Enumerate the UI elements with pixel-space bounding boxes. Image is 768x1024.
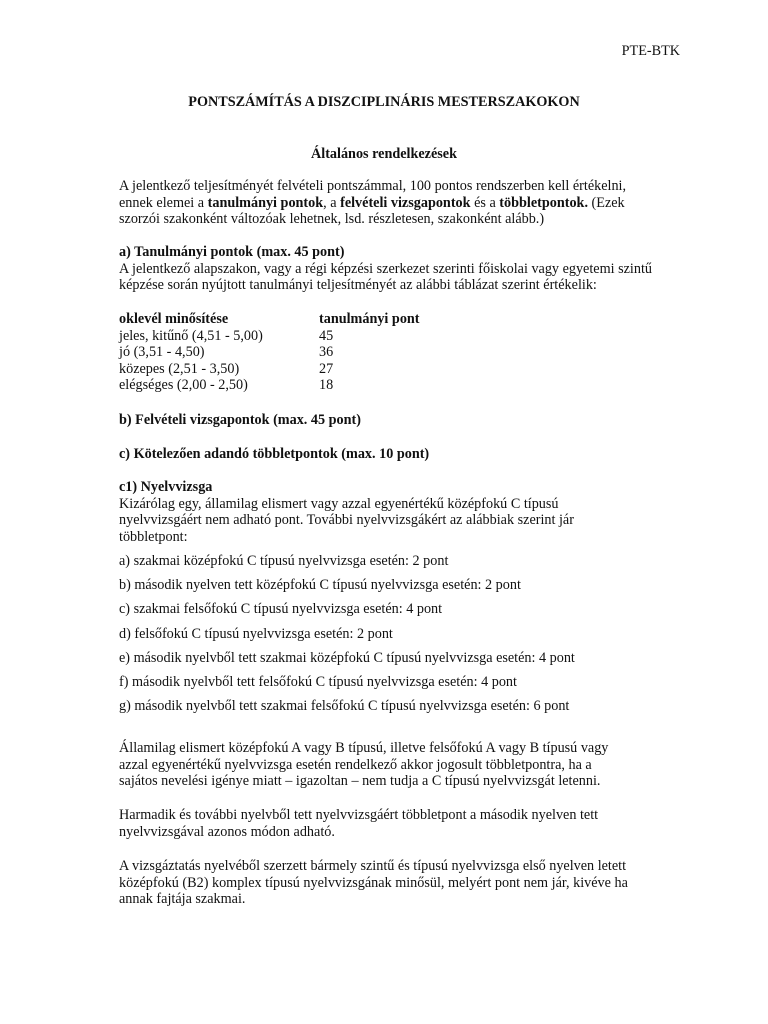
subtitle: Általános rendelkezések	[311, 146, 457, 162]
intro-text: (Ezek	[588, 194, 625, 211]
paragraph-line: A vizsgáztatás nyelvéből szerzett bármely szintű és típusú nyelvvizsga első nyelven letett	[119, 858, 627, 874]
c1-block	[119, 479, 679, 545]
section-b-heading: b) Felvételi vizsgapontok (max. 45 pont)	[119, 412, 361, 428]
table-cell: 45	[319, 327, 334, 344]
paragraph-line: azzal egyenértékű nyelvvizsga esetén rendelkező akkor jogosult többletpontra, ha a	[119, 756, 592, 773]
list-item: c) szakmai felsőfokú C típusú nyelvvizsga esetén: 4 pont	[119, 601, 443, 618]
intro-line-1: A jelentkező teljesítményét felvételi pontszámmal, 100 pontos rendszerben kell értékelni,	[119, 178, 627, 194]
paragraph-line: Államilag elismert középfokú A vagy B típusú, illetve felsőfokú A vagy B típusú vagy	[119, 740, 609, 756]
c1-intro-line: nyelvvizsgáért nem adható pont. További nyelvvizsgákért az alábbiak szerint jár	[119, 512, 574, 528]
table-header: tanulmányi pont	[319, 311, 420, 327]
c1-paragraph-3	[119, 858, 679, 908]
c1-item-list	[119, 553, 679, 722]
c1-intro-line: Kizárólag egy, államilag elismert vagy azzal egyenértékű középfokú C típusú	[119, 495, 559, 512]
term-felveteli-vizsgapontok: felvételi vizsgapontok	[340, 194, 471, 211]
section-a-line-2: képzése során nyújtott tanulmányi teljesítményét az alábbi táblázat szerint értékelik:	[119, 277, 597, 293]
table-cell: jó (3,51 - 4,50)	[119, 344, 205, 360]
table-row	[119, 328, 699, 345]
c1-paragraph-2	[119, 807, 679, 840]
list-item: f) második nyelvből tett felsőfokú C típusú nyelvvizsga esetén: 4 pont	[119, 673, 517, 690]
paragraph-line: Harmadik és további nyelvből tett nyelvvizsgáért többletpont a második nyelven tett	[119, 807, 599, 823]
section-a-line-1: A jelentkező alapszakon, vagy a régi képzési szerkezet szerinti főiskolai vagy egyetemi szintű	[119, 260, 653, 277]
header-org: PTE-BTK	[621, 43, 680, 59]
table-cell: jeles, kitűnő (4,51 - 5,00)	[119, 327, 263, 344]
term-tanulmanyi-pontok: tanulmányi pontok	[207, 194, 324, 211]
table-header: oklevél minősítése	[119, 311, 229, 327]
list-item: a) szakmai középfokú C típusú nyelvvizsga esetén: 2 pont	[119, 553, 449, 569]
term-tobbletpontok: többletpontok.	[499, 194, 588, 211]
intro-text: ennek elemei a	[119, 194, 208, 211]
section-c-heading: c) Kötelezően adandó többletpontok (max. 10 pont)	[119, 446, 430, 462]
section-a-heading: a) Tanulmányi pontok (max. 45 pont)	[119, 244, 345, 260]
paragraph-line: középfokú (B2) komplex típusú nyelvvizsgának minősül, melyért pont nem jár, kivéve ha	[119, 874, 628, 891]
list-item: e) második nyelvből tett szakmai középfokú C típusú nyelvvizsga esetén: 4 pont	[119, 649, 575, 666]
table-cell: elégséges (2,00 - 2,50)	[119, 377, 248, 393]
list-item: b) második nyelven tett középfokú C típusú nyelvvizsga esetén: 2 pont	[119, 577, 521, 594]
table-header-row	[119, 311, 699, 328]
intro-line-2	[119, 195, 699, 212]
table-row	[119, 344, 699, 361]
intro-line-3: szorzói szakonként változóak lehetnek, lsd. részletesen, szakonként alább.)	[119, 211, 545, 227]
list-item: g) második nyelvből tett szakmai felsőfokú C típusú nyelvvizsga esetén: 6 pont	[119, 698, 570, 715]
table-cell: 18	[319, 377, 334, 393]
table-cell: 27	[319, 360, 334, 377]
c1-intro-line: többletpont:	[119, 528, 188, 545]
c1-paragraph-1	[119, 740, 679, 790]
paragraph-line: nyelvvizsgával azonos módon adható.	[119, 823, 335, 840]
intro-paragraph	[119, 178, 699, 228]
page-title: PONTSZÁMÍTÁS A DISZCIPLINÁRIS MESTERSZAKOKON	[188, 94, 580, 110]
section-a	[119, 244, 699, 294]
c1-heading: c1) Nyelvvizsga	[119, 479, 213, 495]
intro-text: , a	[323, 194, 341, 211]
table-cell: 36	[319, 344, 334, 360]
paragraph-line: sajátos nevelési igénye miatt – igazoltan – nem tudja a C típusú nyelvvizsgát letenni.	[119, 773, 601, 789]
table-row	[119, 361, 699, 378]
table-row	[119, 377, 699, 394]
list-item: d) felsőfokú C típusú nyelvvizsga esetén: 2 pont	[119, 625, 393, 642]
paragraph-line: annak fajtája szakmai.	[119, 891, 246, 907]
intro-text: és a	[470, 194, 500, 211]
grade-table	[119, 311, 699, 394]
table-cell: közepes (2,51 - 3,50)	[119, 360, 240, 377]
